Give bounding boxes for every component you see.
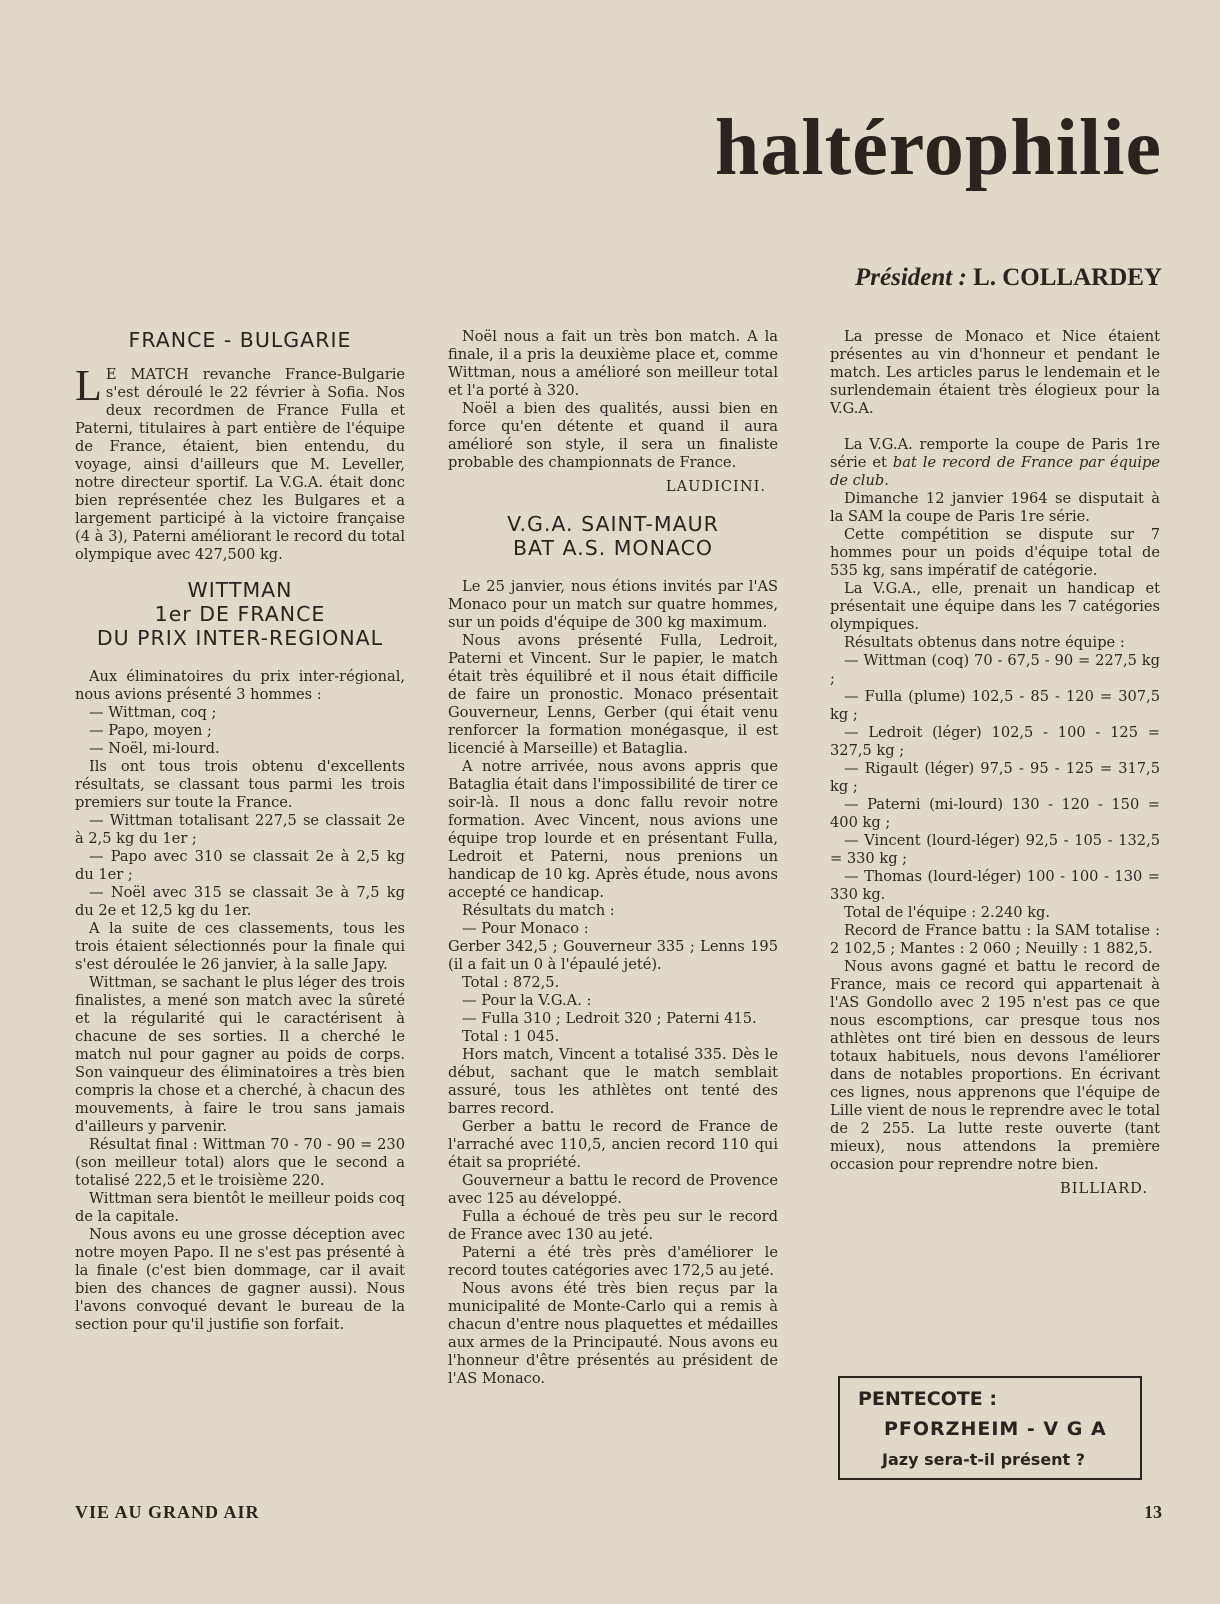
column-1 — [75, 328, 405, 1334]
section-title: haltérophilie — [714, 104, 1162, 192]
article-paragraph: Résultats du match : — [462, 902, 615, 919]
article-paragraph: Résultat final : Wittman 70 - 70 - 90 = 230 (son meilleur total) alors que le second a totalisé 222,5 et le troisième 220. — [75, 1136, 405, 1189]
article-paragraph: Record de France battu : la SAM totalise : 2 102,5 ; Mantes : 2 060 ; Neuilly : 1 882,5. — [830, 922, 1160, 957]
article-paragraph: Gerber a battu le record de France de l'arraché avec 110,5, ancien record 110 qui était sa propriété. — [448, 1118, 778, 1171]
article-paragraph: La V.G.A., elle, prenait un handicap et présentait une équipe dans les 7 catégories olympiques. — [830, 580, 1160, 633]
result-line: — Vincent (lourd-léger) 92,5 - 105 - 132,5 = 330 kg ; — [830, 832, 1160, 867]
article-paragraph: Fulla a échoué de très peu sur le record de France avec 130 au jeté. — [448, 1208, 778, 1243]
signature-billiard: BILLIARD. — [1060, 1180, 1148, 1197]
box-line-1: PENTECOTE : — [858, 1388, 997, 1410]
box-line-2: PFORZHEIM - V G A — [884, 1418, 1107, 1440]
article-paragraph: Ils ont tous trois obtenu d'excellents résultats, se classant tous parmi les trois premiers sur toute la France. — [75, 758, 405, 811]
article-paragraph: Gerber 342,5 ; Gouverneur 335 ; Lenns 195 (il a fait un 0 à l'épaulé jeté). — [448, 938, 778, 973]
result-line: — Wittman (coq) 70 - 67,5 - 90 = 227,5 kg ; — [830, 652, 1160, 687]
article-paragraph: A notre arrivée, nous avons appris que Bataglia était dans l'impossibilité de tirer ce soir-là. Il nous a donc fallu revoir notre formation. Avec Vincent, nous avions une équipe trop lourde et en présentant Fulla, Ledroit et Paterni, nous prenions un handicap de 10 kg. Après étude, nous avons accepté ce handicap. — [448, 758, 778, 901]
article-paragraph: Résultats obtenus dans notre équipe : — [844, 634, 1125, 651]
article-paragraph: Total de l'équipe : 2.240 kg. — [844, 904, 1051, 921]
spacer — [830, 418, 1160, 436]
box-line-3: Jazy sera-t-il présent ? — [882, 1450, 1086, 1469]
list-item: — Noël, mi-lourd. — [89, 740, 220, 757]
article-paragraph: — Pour Monaco : — [462, 920, 589, 937]
footer-magazine-name: VIE AU GRAND AIR — [75, 1502, 260, 1522]
article-paragraph: Nous avons été très bien reçus par la municipalité de Monte-Carlo qui a remis à chacun d'entre nous plaquettes et médailles aux armes de la Principauté. Nous avons eu l'honneur d'être présentés au président de l'AS Monaco. — [448, 1280, 778, 1387]
result-line: — Fulla (plume) 102,5 - 85 - 120 = 307,5 kg ; — [830, 688, 1160, 723]
list-item: — Papo, moyen ; — [89, 722, 212, 739]
article-paragraph: Nous avons eu une grosse déception avec notre moyen Papo. Il ne s'est pas présenté à la finale (c'est bien dommage, car il avait bien des chances de gagner aussi). Nous l'avons convoqué devant le bureau de la section pour qu'il justifie son forfait. — [75, 1226, 405, 1333]
article-paragraph: Nous avons gagné et battu le record de France, mais ce record qui appartenait à l'AS Gondollo avec 2 195 n'est pas ce que nous escomptions, car presque tous nos athlètes ont tiré bien en dessous de leurs totaux habituels, nous devons l'améliorer dans de notables proportions. En écrivant ces lignes, nous apprenons que l'équipe de Lille vient de nous le reprendre avec le total de 2 255. La lutte reste ouverte (tant mieux), nous attendons la première occasion pour reprendre notre bien. — [830, 958, 1160, 1173]
article-paragraph: — Papo avec 310 se classait 2e à 2,5 kg du 1er ; — [75, 848, 405, 883]
article-paragraph: Noël a bien des qualités, aussi bien en force qu'en détente et quand il aura amélioré son style, il sera un finaliste probable des championnats de France. — [448, 400, 778, 471]
result-line: — Ledroit (léger) 102,5 - 100 - 125 = 327,5 kg ; — [830, 724, 1160, 759]
article-paragraph: — Pour la V.G.A. : — [462, 992, 592, 1009]
article-paragraph: Wittman sera bientôt le meilleur poids coq de la capitale. — [75, 1190, 405, 1225]
article-heading-vga-monaco: V.G.A. SAINT-MAUR BAT A.S. MONACO — [507, 512, 719, 560]
result-line: — Rigault (léger) 97,5 - 95 - 125 = 317,5 kg ; — [830, 760, 1160, 795]
list-item: — Wittman, coq ; — [89, 704, 217, 721]
article-paragraph: Gouverneur a battu le record de Provence avec 125 au développé. — [448, 1172, 778, 1207]
signature-laudicini: LAUDICINI. — [665, 478, 766, 495]
article-paragraph: Wittman, se sachant le plus léger des trois finalistes, a mené son match avec la sûreté et la régularité qui le caractérisent à chacune de ses sorties. Il a cherché le match nul pour gagner au poids de corps. Son vainqueur des éliminatoires a très bien compris la chose et a cherché, à chacun des mouvements, à faire le trou sans jamais d'ailleurs y parvenir. — [75, 974, 405, 1135]
article-heading-wittman: WITTMAN 1er DE FRANCE DU PRIX INTER-REGIONAL — [96, 578, 384, 650]
pentecote-announcement-box — [838, 1376, 1142, 1480]
article-paragraph: L E MATCH revanche France-Bulgarie s'est déroulé le 22 février à Sofia. Nos deux recordmen de France Fulla et Paterni, titulaires à part entière de l'équipe de France, étaient, bien entendu, du voyage, ainsi d'ailleurs que M. Leveller, notre directeur sportif. La V.G.A. était donc bien représentée chez les Bulgares et a largement participé à la victoire française (4 à 3), Paterni améliorant le record du total olympique avec 427,500 kg. — [75, 361, 405, 563]
column-3 — [830, 328, 1160, 1198]
article-paragraph: Le 25 janvier, nous étions invités par l'AS Monaco pour un match sur quatre hommes, sur un poids d'équipe de 300 kg maximum. — [448, 578, 778, 631]
article-paragraph: — Noël avec 315 se classait 3e à 7,5 kg du 2e et 12,5 kg du 1er. — [75, 884, 405, 919]
page-number: 13 — [1144, 1502, 1162, 1522]
president-name: L. COLLARDEY — [973, 264, 1162, 291]
result-line: — Paterni (mi-lourd) 130 - 120 - 150 = 400 kg ; — [830, 796, 1160, 831]
article-paragraph: Total : 872,5. — [462, 974, 560, 991]
article-paragraph: Dimanche 12 janvier 1964 se disputait à la SAM la coupe de Paris 1re série. — [830, 490, 1160, 525]
column-2 — [448, 328, 778, 1388]
article-paragraph: Paterni a été très près d'améliorer le record toutes catégories avec 172,5 au jeté. — [448, 1244, 778, 1279]
article-paragraph: La V.G.A. remporte la coupe de Paris 1re série et bat le record de France par équipe de club. — [830, 436, 1161, 489]
article-paragraph: — Wittman totalisant 227,5 se classait 2e à 2,5 kg du 1er ; — [75, 812, 405, 847]
drop-cap: L — [75, 361, 102, 410]
article-paragraph: Aux éliminatoires du prix inter-régional, nous avions présenté 3 hommes : — [75, 668, 405, 703]
article-paragraph: Total : 1 045. — [462, 1028, 560, 1045]
president-line — [855, 264, 1162, 292]
president-role: Président : — [855, 264, 967, 291]
article-paragraph: Noël nous a fait un très bon match. A la finale, il a pris la deuxième place et, comme Wittman, nous a amélioré son meilleur total et l'a porté à 320. — [448, 328, 778, 399]
result-line: — Thomas (lourd-léger) 100 - 100 - 130 = 330 kg. — [830, 868, 1160, 903]
article-paragraph: Hors match, Vincent a totalisé 335. Dès le début, sachant que le match semblait assuré, tous les athlètes ont tenté des barres record. — [448, 1046, 778, 1117]
article-paragraph: — Fulla 310 ; Ledroit 320 ; Paterni 415. — [462, 1010, 757, 1027]
article-heading-france-bulgarie: FRANCE - BULGARIE — [128, 328, 352, 352]
article-paragraph: Nous avons présenté Fulla, Ledroit, Paterni et Vincent. Sur le papier, le match était très équilibré et il nous était difficile de faire un pronostic. Monaco présentait Gouverneur, Lenns, Gerber (qui était venu renforcer la formation monégasque, il est licencié à Marseille) et Bataglia. — [448, 632, 778, 757]
article-paragraph: La presse de Monaco et Nice étaient présentes au vin d'honneur et pendant le match. Les articles parus le lendemain et le surlendemain étaient très élogieux pour la V.G.A. — [830, 328, 1160, 417]
article-paragraph: A la suite de ces classements, tous les trois étaient sélectionnés pour la finale qui s'est déroulée le 26 janvier, à la salle Japy. — [75, 920, 405, 973]
article-paragraph: Cette compétition se dispute sur 7 hommes pour un poids d'équipe total de 535 kg, sans impératif de catégorie. — [830, 526, 1160, 579]
